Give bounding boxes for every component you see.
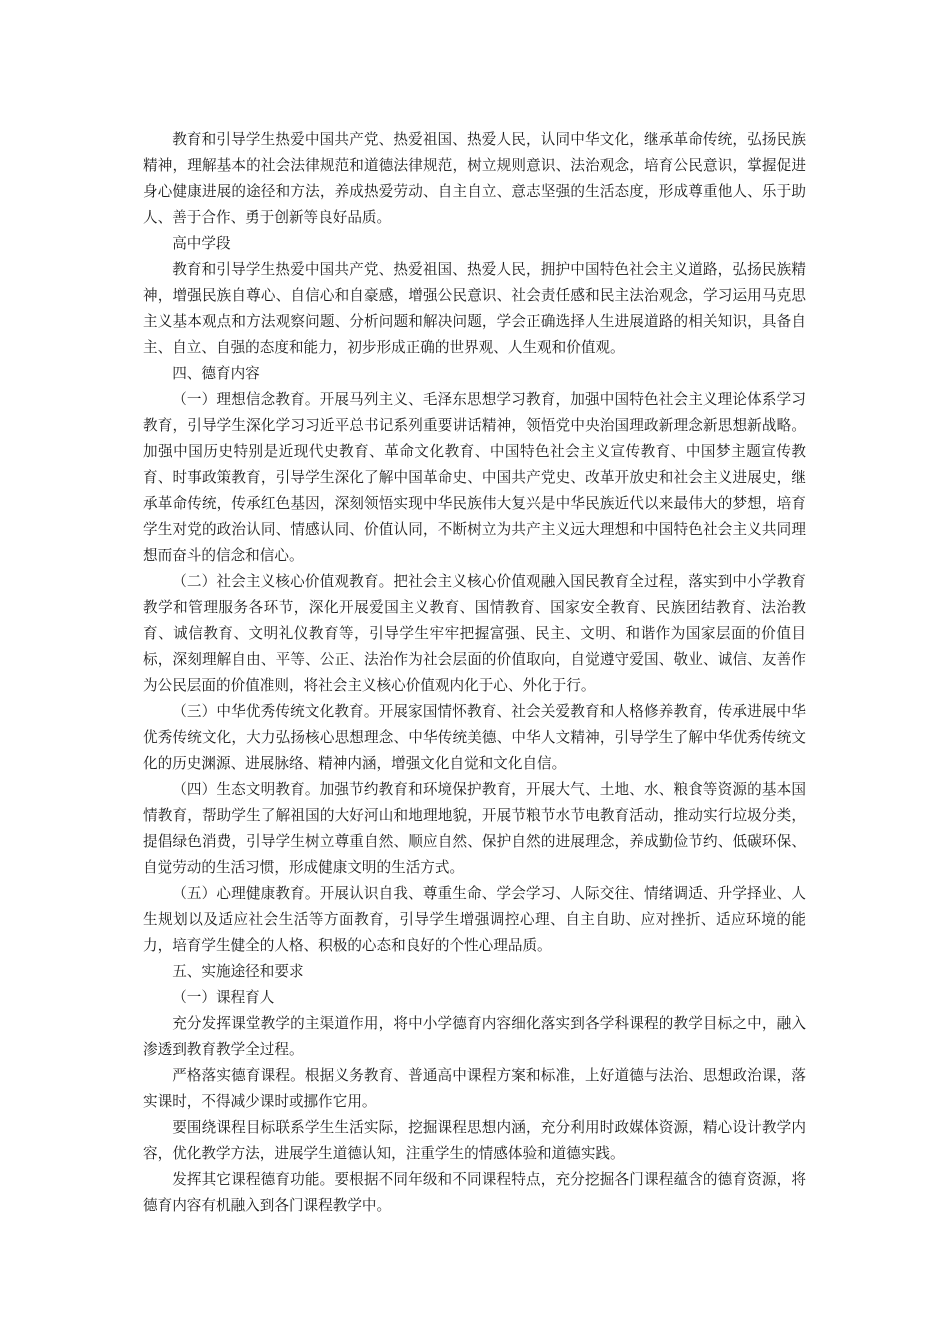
paragraph-core-values-education: （二）社会主义核心价值观教育。把社会主义核心价值观融入国民教育全过程，落实到中小学教育教学和管理服务各环节，深化开展爱国主义教育、国情教育、国家安全教育、民族团结教育、法治教育、诚信教育、文明礼仪教育等，引导学生牢牢把握富强、民主、文明、和谐作为国家层面的价值目标，深刻理解自由、平等、公正、法治作为社会层面的价值取向，自觉遵守爱国、敬业、诚信、友善作为公民层面的价值准则，将社会主义核心价值观内化于心、外化于行。 <box>143 573 806 694</box>
paragraph-objectives-middle: 教育和引导学生热爱中国共产党、热爱祖国、热爱人民，认同中华文化，继承革命传统，弘扬民族精神，理解基本的社会法律规范和道德法律规范，树立规则意识、法治观念，培育公民意识，掌握促进身心健康进展的途径和方法，养成热爱劳动、自主自立、意志坚强的生活态度，形成尊重他人、乐于助人、善于合作、勇于创新等良好品质。 <box>143 131 806 226</box>
heading-curriculum: （一）课程育人 <box>172 989 275 1006</box>
paragraph-curriculum-main-channel: 充分发挥课堂教学的主渠道作用，将中小学德育内容细化落实到各学科课程的教学目标之中，融入渗透到教育教学全过程。 <box>143 1015 806 1058</box>
paragraph-objectives-high: 教育和引导学生热爱中国共产党、热爱祖国、热爱人民，拥护中国特色社会主义道路，弘扬民族精神，增强民族自尊心、自信心和自豪感，增强公民意识、社会责任感和民主法治观念，学习运用马克思主义基本观点和方法观察问题、分析问题和解决问题，学会正确选择人生进展道路的相关知识，具备自主、自立、自强的态度和能力，初步形成正确的世界观、人生观和价值观。 <box>143 261 806 356</box>
paragraph-moral-courses: 严格落实德育课程。根据义务教育、普通高中课程方案和标准，上好道德与法治、思想政治课，落实课时，不得减少课时或挪作它用。 <box>143 1067 806 1110</box>
paragraph-mental-health-education: （五）心理健康教育。开展认识自我、尊重生命、学会学习、人际交往、情绪调适、升学择业、人生规划以及适应社会生活等方面教育，引导学生增强调控心理、自主自助、应对挫折、适应环境的能力，培育学生健全的人格、积极的心态和良好的个性心理品质。 <box>143 885 806 954</box>
heading-section-5: 五、实施途径和要求 <box>172 963 304 980</box>
heading-high-school: 高中学段 <box>172 235 231 252</box>
paragraph-traditional-culture-education: （三）中华优秀传统文化教育。开展家国情怀教育、社会关爱教育和人格修养教育，传承进展中华优秀传统文化，大力弘扬核心思想理念、中华传统美德、中华人文精神，引导学生了解中华优秀传统文化的历史渊源、进展脉络、精神内涵，增强文化自觉和文化自信。 <box>143 703 806 772</box>
document-page <box>143 127 806 1219</box>
paragraph-ecology-education: （四）生态文明教育。加强节约教育和环境保护教育，开展大气、土地、水、粮食等资源的基本国情教育，帮助学生了解祖国的大好河山和地理地貌，开展节粮节水节电教育活动，推动实行垃圾分类，提倡绿色消费，引导学生树立尊重自然、顺应自然、保护自然的进展理念，养成勤俭节约、低碳环保、自觉劳动的生活习惯，形成健康文明的生活方式。 <box>143 781 806 876</box>
paragraph-course-goals: 要围绕课程目标联系学生生活实际，挖掘课程思想内涵，充分利用时政媒体资源，精心设计教学内容，优化教学方法，进展学生道德认知，注重学生的情感体验和道德实践。 <box>143 1119 806 1162</box>
heading-section-4: 四、德育内容 <box>172 365 260 382</box>
paragraph-ideals-education: （一）理想信念教育。开展马列主义、毛泽东思想学习教育，加强中国特色社会主义理论体系学习教育，引导学生深化学习习近平总书记系列重要讲话精神，领悟党中央治国理政新理念新思想新战略。加强中国历史特别是近现代史教育、革命文化教育、中国特色社会主义宣传教育、中国梦主题宣传教育、时事政策教育，引导学生深化了解中国革命史、中国共产党史、改革开放史和社会主义进展史，继承革命传统，传承红色基因，深刻领悟实现中华民族伟大复兴是中华民族近代以来最伟大的梦想，培育学生对党的政治认同、情感认同、价值认同，不断树立为共产主义远大理想和中国特色社会主义共同理想而奋斗的信念和信心。 <box>143 391 806 564</box>
paragraph-other-courses: 发挥其它课程德育功能。要根据不同年级和不同课程特点，充分挖掘各门课程蕴含的德育资源，将德育内容有机融入到各门课程教学中。 <box>143 1171 806 1214</box>
